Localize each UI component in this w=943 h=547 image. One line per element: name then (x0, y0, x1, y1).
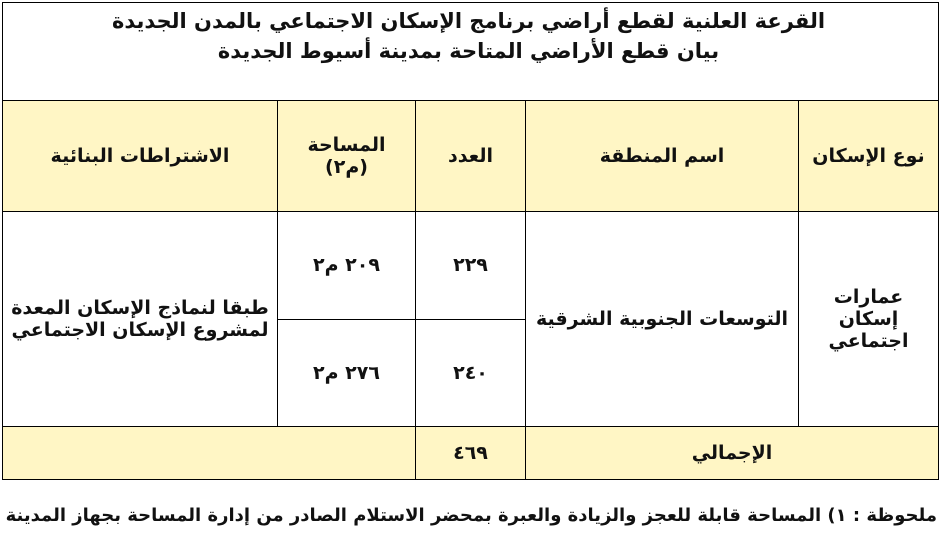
cell-area-1: ٢٠٩ م٢ (278, 212, 416, 319)
header-count: العدد (416, 101, 526, 212)
header-housing-type: نوع الإسكان (799, 101, 939, 212)
footnote: ملحوظة : ١) المساحة قابلة للعجز والزيادة والعبرة بمحضر الاستلام الصادر من إدارة المساحة بجهاز المدينة (5, 505, 937, 526)
total-label: الإجمالي (526, 426, 939, 479)
cell-area-name: التوسعات الجنوبية الشرقية (526, 212, 799, 427)
table-total-row (3, 426, 939, 479)
title-block (0, 6, 937, 98)
title-line-2: بيان قطع الأراضي المتاحة بمدينة أسيوط الجديدة (217, 39, 720, 63)
header-area: المساحة (م٢) (278, 101, 416, 212)
header-conditions: الاشتراطات البنائية (3, 101, 278, 212)
cell-count-1: ٢٢٩ (416, 212, 526, 319)
table-row (3, 212, 939, 319)
title-line-1: القرعة العلنية لقطع أراضي برنامج الإسكان الاجتماعي بالمدن الجديدة (111, 9, 826, 33)
cell-conditions: طبقا لنماذج الإسكان المعدة لمشروع الإسكان الاجتماعي (3, 212, 278, 427)
table-header-row (3, 101, 939, 212)
plots-table (2, 100, 939, 480)
cell-housing-type: عمارات إسكان اجتماعي (799, 212, 939, 427)
cell-count-2: ٢٤٠ (416, 319, 526, 426)
total-count: ٤٦٩ (416, 426, 526, 479)
cell-area-2: ٢٧٦ م٢ (278, 319, 416, 426)
header-area-name: اسم المنطقة (526, 101, 799, 212)
total-empty (3, 426, 416, 479)
